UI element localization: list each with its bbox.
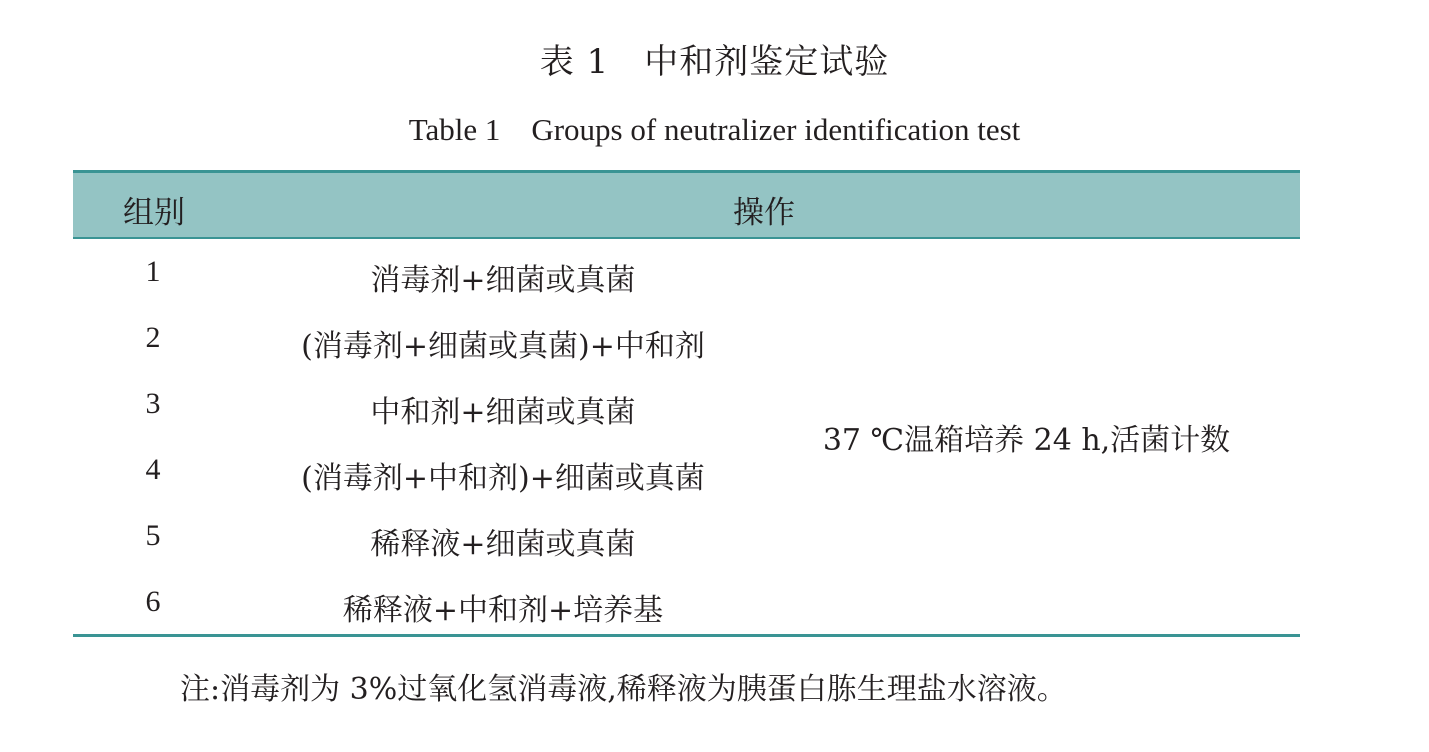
merged-incubation-cell: [753, 239, 1300, 634]
header-operation: 操作: [733, 195, 795, 231]
header-group: 组别: [123, 195, 185, 231]
group-cell: 1: [145, 255, 161, 288]
operation-cell: 消毒剂+细菌或真菌: [370, 263, 636, 298]
group-cell: 6: [145, 585, 161, 618]
group-cell: 5: [145, 519, 161, 552]
table-title-chinese: 表 1 中和剂鉴定试验: [539, 42, 890, 82]
operation-cell: (消毒剂+中和剂)+细菌或真菌: [301, 461, 705, 496]
neutralizer-table: [73, 170, 1300, 637]
table-footnote: 注:消毒剂为 3%过氧化氢消毒液,稀释液为胰蛋白胨生理盐水溶液。: [180, 672, 1067, 707]
table-body: [73, 239, 1300, 634]
operation-cell: (消毒剂+细菌或真菌)+中和剂: [301, 329, 705, 364]
incubation-text: 37 ℃温箱培养 24 h,活菌计数: [822, 422, 1231, 458]
operation-cell: 稀释液+细菌或真菌: [370, 527, 636, 562]
table-header-row: [73, 173, 1300, 237]
group-cell: 4: [145, 453, 161, 486]
group-cell: 3: [145, 387, 161, 420]
operation-cell: 稀释液+中和剂+培养基: [342, 593, 664, 628]
table-title-english: Table 1 Groups of neutralizer identification test: [408, 112, 1021, 147]
operation-cell: 中和剂+细菌或真菌: [370, 395, 636, 430]
group-cell: 2: [145, 321, 161, 354]
